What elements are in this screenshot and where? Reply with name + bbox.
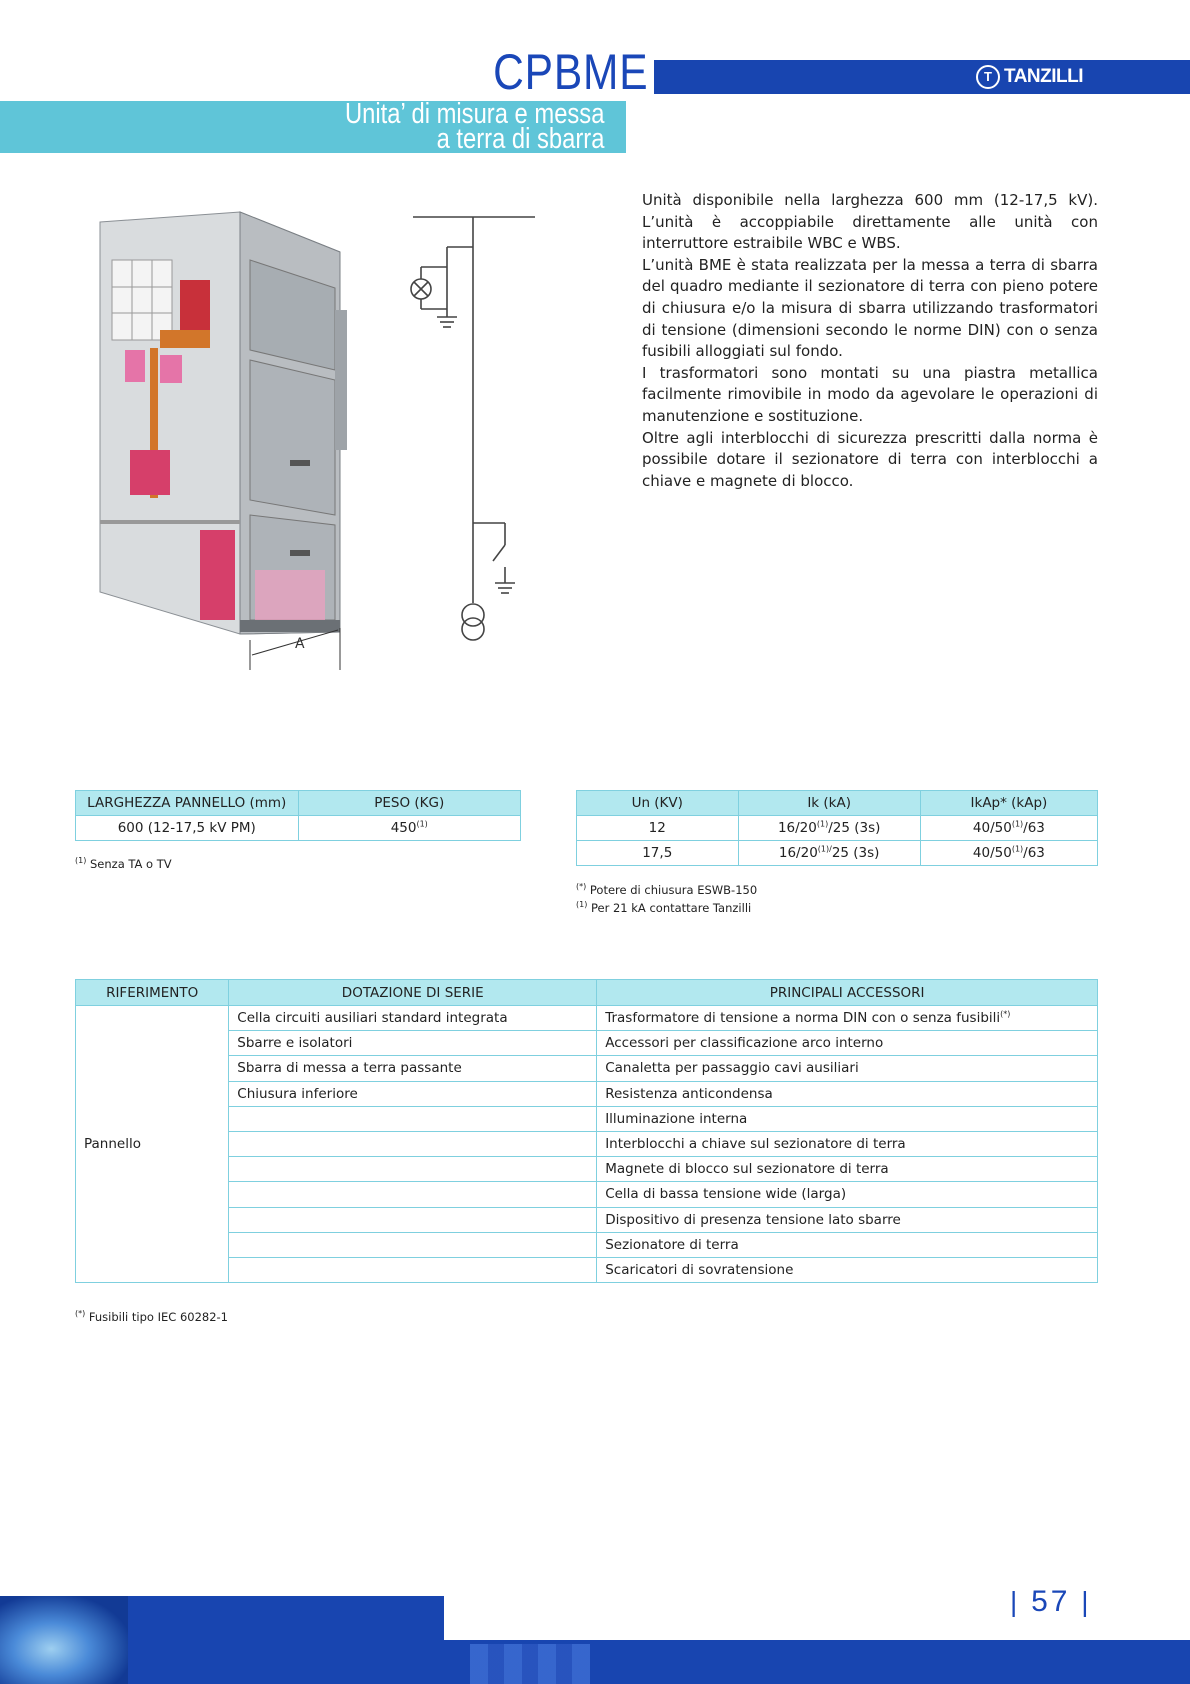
- cell-ik: 16/20$^{(1)}$/25 (3s): [738, 816, 920, 841]
- table-row: [76, 1257, 1098, 1282]
- switchgear-cabinet-illustration: [90, 200, 360, 680]
- ratings-table: [576, 790, 1098, 866]
- column-header-weight: PESO (KG): [298, 791, 521, 816]
- cell-standard: [229, 1182, 597, 1207]
- table-row: [76, 1157, 1098, 1182]
- cell-standard: [229, 1257, 597, 1282]
- cell-reference: Pannello: [76, 1006, 229, 1283]
- brand-mark-icon: T: [976, 65, 1000, 89]
- cell-weight: 450$^{(1)}$: [298, 816, 521, 841]
- ratings-footnote: $^{(1)}$ Per 21 kA contattare Tanzilli: [576, 900, 752, 915]
- column-header-ikap: IkAp* (kAp): [920, 791, 1097, 816]
- subtitle-band: [0, 98, 626, 155]
- cell-accessory: Resistenza anticondensa: [597, 1081, 1098, 1106]
- dimensions-table: [75, 790, 521, 841]
- cell-standard: Sbarre e isolatori: [229, 1031, 597, 1056]
- description-paragraph: I trasformatori sono montati su una piastra metallica facilmente rimovibile in modo da agevolare le operazioni di manutenzione e sostituzione.: [642, 363, 1098, 425]
- dimensions-footnote: $^{(1)}$ Senza TA o TV: [75, 856, 172, 871]
- cell-accessory: Trasformatore di tensione a norma DIN con o senza fusibili(*): [597, 1006, 1098, 1031]
- cell-accessory: Illuminazione interna: [597, 1106, 1098, 1131]
- description-text: [642, 190, 1098, 492]
- page-subtitle: [344, 98, 604, 155]
- cell-accessory: Dispositivo di presenza tensione lato sbarre: [597, 1207, 1098, 1232]
- dimension-label-a: A: [295, 636, 305, 652]
- cell-accessory: Canaletta per passaggio cavi ausiliari: [597, 1056, 1098, 1081]
- description-paragraph: Oltre agli interblocchi di sicurezza prescritti dalla norma è possibile dotare il sezionatore di terra con interblocchi a chiave e magnete di blocco.: [642, 428, 1098, 490]
- equipment-footnote: (*) Fusibili tipo IEC 60282-1: [75, 1309, 228, 1324]
- column-header-un: Un (KV): [577, 791, 739, 816]
- single-line-diagram: [405, 205, 545, 645]
- column-header-width: LARGHEZZA PANNELLO (mm): [76, 791, 299, 816]
- table-row: [76, 1106, 1098, 1131]
- column-header-standard: DOTAZIONE DI SERIE: [229, 980, 597, 1006]
- table-row: [577, 841, 1098, 866]
- cell-standard: [229, 1232, 597, 1257]
- cell-width: 600 (12-17,5 kV PM): [76, 816, 299, 841]
- cell-standard: [229, 1207, 597, 1232]
- table-row: [577, 816, 1098, 841]
- description-paragraph: L’unità BME è stata realizzata per la messa a terra di sbarra del quadro mediante il sezionatore di terra con pieno potere di chiusura e/o la misura di sbarra utilizzando trasformatori di tensione (dimensioni secondo le norme DIN) con o senza fusibili alloggiati sul fondo.: [642, 255, 1098, 361]
- header-blue-bar: [654, 60, 1190, 94]
- equipment-table: [75, 979, 1098, 1283]
- cell-accessory: Accessori per classificazione arco interno: [597, 1031, 1098, 1056]
- subtitle-line-2: a terra di sbarra: [436, 123, 604, 155]
- cell-standard: Cella circuiti ausiliari standard integrata: [229, 1006, 597, 1031]
- cell-accessory: Sezionatore di terra: [597, 1232, 1098, 1257]
- page-number: | 57 |: [1010, 1585, 1092, 1618]
- table-row: [76, 1006, 1098, 1031]
- table-row: [76, 1081, 1098, 1106]
- brand-name: TANZILLI: [1004, 66, 1084, 87]
- description-paragraph: Unità disponibile nella larghezza 600 mm (12-17,5 kV). L’unità è accoppiabile direttamente alle unità con interruttore estraibile WBC e WBS.: [642, 191, 1098, 253]
- column-header-ik: Ik (kA): [738, 791, 920, 816]
- table-row: [76, 1031, 1098, 1056]
- footer-stripes: [470, 1644, 590, 1684]
- table-row: [76, 1232, 1098, 1257]
- cell-accessory: Cella di bassa tensione wide (larga): [597, 1182, 1098, 1207]
- cell-standard: Chiusura inferiore: [229, 1081, 597, 1106]
- cell-standard: [229, 1157, 597, 1182]
- cell-ikap: 40/50$^{(1)}$/63: [920, 816, 1097, 841]
- cell-accessory: Interblocchi a chiave sul sezionatore di terra: [597, 1131, 1098, 1156]
- column-header-accessories: PRINCIPALI ACCESSORI: [597, 980, 1098, 1006]
- cell-un: 17,5: [577, 841, 739, 866]
- ratings-footnote: (*) Potere di chiusura ESWB-150: [576, 882, 758, 897]
- table-row: [76, 1131, 1098, 1156]
- column-header-reference: RIFERIMENTO: [76, 980, 229, 1006]
- table-row: [76, 1056, 1098, 1081]
- footer-cable-image: [0, 1596, 128, 1684]
- cell-un: 12: [577, 816, 739, 841]
- cell-standard: [229, 1131, 597, 1156]
- cell-ik: $16/20^{(1)/}25$ (3s): [738, 841, 920, 866]
- cell-standard: [229, 1106, 597, 1131]
- table-row: [76, 1207, 1098, 1232]
- cell-ikap: 40/50$^{(1)}$/63: [920, 841, 1097, 866]
- cell-accessory: Magnete di blocco sul sezionatore di terra: [597, 1157, 1098, 1182]
- subtitle-line-1: Unita’ di misura e messa: [344, 98, 604, 130]
- cell-accessory: Scaricatori di sovratensione: [597, 1257, 1098, 1282]
- brand-logo: [976, 64, 1083, 90]
- table-row: [76, 1182, 1098, 1207]
- product-code: CPBME: [493, 44, 649, 100]
- table-row: [76, 816, 521, 841]
- cell-standard: Sbarra di messa a terra passante: [229, 1056, 597, 1081]
